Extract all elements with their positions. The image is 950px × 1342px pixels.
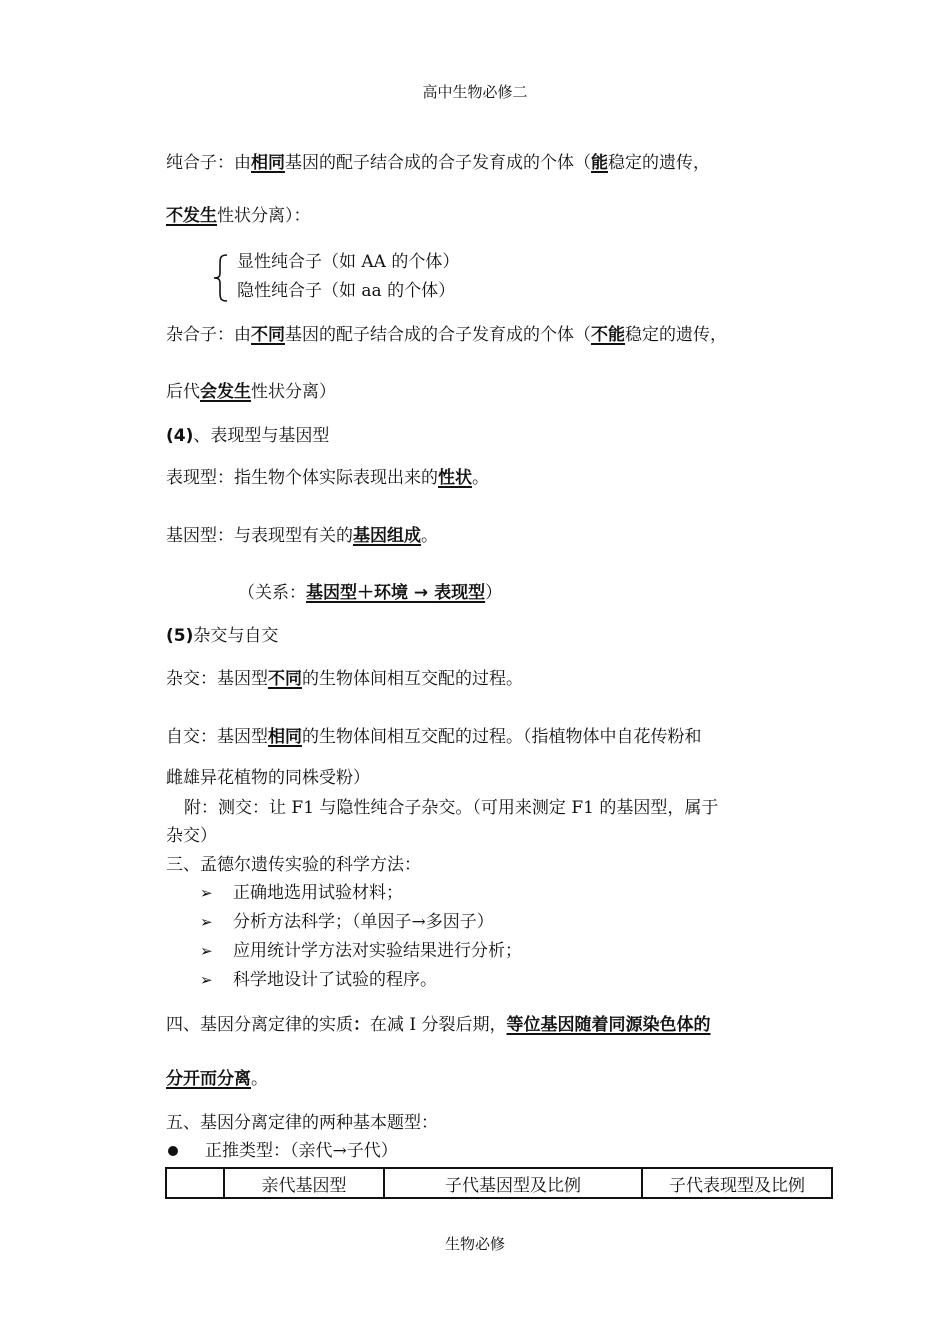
hetero-line-2: [166, 382, 336, 402]
recessive-homozygote: 隐性纯合子（如 aa 的个体）: [237, 281, 456, 301]
testcross-line-1: 附：测交：让 F1 与隐性纯合子杂交。（可用来测定 F1 的基因型，属于: [184, 798, 719, 818]
text: 自交：基因型: [166, 727, 268, 747]
section-5-heading: [166, 626, 278, 646]
bullet-arrow-icon: ➢: [200, 884, 213, 902]
table-header-cell: [166, 1168, 224, 1198]
emph-same: 相同: [251, 153, 285, 173]
emph-can: 能: [591, 153, 608, 173]
text: 稳定的遗传，: [625, 325, 727, 345]
emph-will-occur: 会发生: [200, 382, 251, 402]
emph-different: 不同: [268, 669, 302, 689]
emph-relation: 基因型＋环境 → 表现型: [306, 583, 486, 603]
page-footer: 生物必修: [444, 1235, 505, 1253]
page-header: 高中生物必修二: [422, 83, 528, 101]
genotype-table: [165, 1167, 833, 1199]
text: 性状分离）：: [217, 206, 311, 226]
bullet-arrow-icon: ➢: [200, 971, 213, 989]
text: 纯合子：由: [166, 153, 251, 173]
section-4b-line-1: [166, 1015, 711, 1035]
bullet-dot-icon: [168, 1146, 178, 1156]
text: 杂交与自交: [193, 626, 279, 646]
section-4b-line-2: [166, 1069, 268, 1089]
genotype-def: [166, 526, 438, 546]
text: 后代: [166, 382, 200, 402]
list-item: 分析方法科学；（单因子→多因子）: [233, 912, 494, 932]
section-number: (4): [166, 426, 194, 446]
table-header-cell: 子代表现型及比例: [642, 1168, 832, 1198]
hetero-line-1: [166, 325, 727, 345]
text: 。: [421, 526, 438, 546]
testcross-line-2: 杂交）: [166, 826, 217, 846]
emph-separate: 分开而分离: [166, 1069, 251, 1089]
text: 基因的配子结合成的合子发育成的个体（: [285, 153, 591, 173]
list-item: 正确地选用试验材料；: [233, 883, 403, 903]
colon: ：: [353, 1015, 370, 1035]
phenotype-def: [166, 468, 489, 488]
section-3-heading: 三、孟德尔遗传实验的科学方法：: [166, 855, 421, 875]
text: 在减 I 分裂后期，: [370, 1015, 507, 1035]
table-header-cell: 亲代基因型: [224, 1168, 384, 1198]
cross-def: [166, 669, 523, 689]
emph-different: 不同: [251, 325, 285, 345]
self-def-line-2: 雌雄异花植物的同株受粉）: [166, 768, 370, 788]
text: ）: [485, 583, 503, 603]
pure-line-2: [166, 206, 311, 226]
emph-cannot: 不能: [591, 325, 625, 345]
text: 。: [472, 468, 489, 488]
emph-gene-composition: 基因组成: [353, 526, 421, 546]
text: 表现型：指生物个体实际表现出来的: [166, 468, 438, 488]
list-item: 应用统计学方法对实验结果进行分析；: [233, 941, 522, 961]
text: （关系：: [238, 583, 306, 603]
left-brace-icon: [212, 253, 230, 303]
text: 的生物体间相互交配的过程。: [302, 669, 523, 689]
text: 杂合子：由: [166, 325, 251, 345]
relation-line: [238, 583, 502, 603]
table-header-cell: 子代基因型及比例: [384, 1168, 642, 1198]
dominant-homozygote: 显性纯合子（如 AA 的个体）: [237, 252, 460, 272]
section-4-heading: [166, 426, 329, 446]
text: 杂交：基因型: [166, 669, 268, 689]
forward-type-item: 正推类型：（亲代→子代）: [205, 1141, 398, 1161]
emph-same: 相同: [268, 727, 302, 747]
text: 四、基因分离定律的实质: [166, 1015, 353, 1035]
text: 的生物体间相互交配的过程。（指植物体中自花传粉和: [302, 727, 702, 747]
text: 稳定的遗传，: [608, 153, 710, 173]
emph-no-occur: 不发生: [166, 206, 217, 226]
self-def: [166, 727, 702, 747]
pure-line-1: [166, 153, 710, 173]
table-header-row: [166, 1168, 832, 1198]
text: 基因的配子结合成的合子发育成的个体（: [285, 325, 591, 345]
emph-allele-separation: 等位基因随着同源染色体的: [506, 1015, 711, 1035]
emph-trait: 性状: [438, 468, 472, 488]
section-number: (5): [166, 626, 194, 646]
bullet-arrow-icon: ➢: [200, 913, 213, 931]
section-5b-heading: 五、基因分离定律的两种基本题型：: [166, 1113, 438, 1133]
bullet-arrow-icon: ➢: [200, 942, 213, 960]
text: 基因型：与表现型有关的: [166, 526, 353, 546]
list-item: 科学地设计了试验的程序。: [233, 970, 437, 990]
text: 性状分离）: [251, 382, 336, 402]
text: 、表现型与基因型: [193, 426, 330, 446]
text: 。: [251, 1069, 268, 1089]
